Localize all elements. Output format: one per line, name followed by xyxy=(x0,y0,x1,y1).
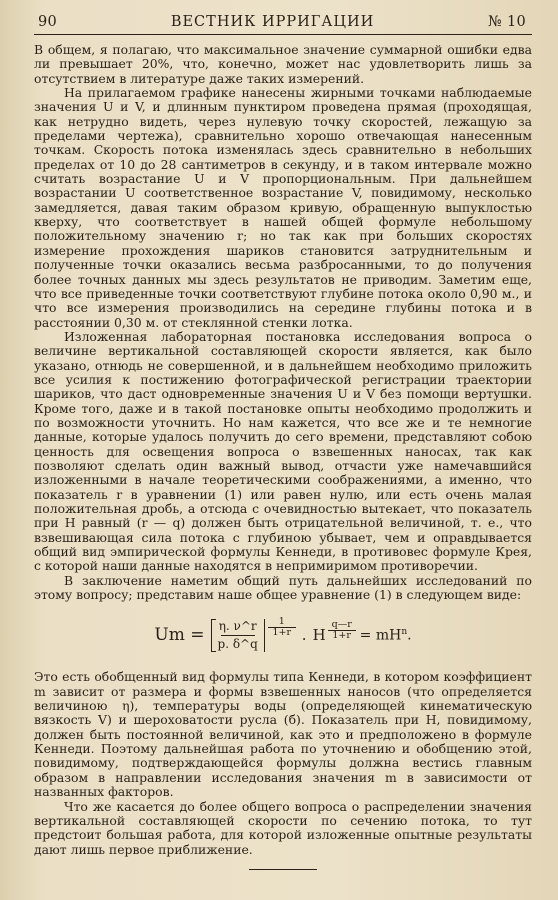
h-term xyxy=(312,619,360,645)
bracket-denominator: p. δ^q xyxy=(217,636,258,651)
header-rule xyxy=(34,34,532,35)
paragraph-3: Изложенная лабораторная постановка исследования вопроса о величине вертикальной составляющей скорости является, как было указано, отнюдь не совершенной, и в дальнейшем необходимо приложить все усилия к постижению фотографической регистрации траектории шариков, что даст одновременные значения U и V без помощи вертушки. Кроме того, даже и в такой постановке опыты необходимо продолжить и по возможности уточнить. Но нам кажется, что все же и те немногие данные, которые удалось получить до сего времени, представляют собою ценность для освещения вопроса о взвешенных наносах, так как позволяют сделать один важный вывод, отчасти уже намечавшийся изложенными в начале теоретическими соображениями, а именно, что показатель r в уравнении (1) или равен нулю, или есть очень малая положительная дробь, а отсюда с очевидностью вытекает, что показатель при H равный (r — q) должен быть отрицательной величиной, т. е., что взвешивающая сила потока с глубиною убывает, чем и оправдывается общий вид эмпирической формулы Кеннеди, в противовес формуле Крея, с которой наши данные находятся в непримиримом противоречии. xyxy=(34,328,532,574)
formula-end: . xyxy=(407,627,412,644)
h-base: H xyxy=(312,626,326,645)
formula-bracket xyxy=(211,619,265,652)
rhs-exponent: n xyxy=(401,627,408,638)
journal-title: ВЕСТНИК ИРРИГАЦИИ xyxy=(170,14,375,30)
end-rule xyxy=(249,869,317,871)
page-number: 90 xyxy=(38,14,58,30)
formula-dot: . xyxy=(301,626,307,645)
outer-exponent xyxy=(268,617,296,638)
fraction-bar xyxy=(221,635,255,636)
paragraph-1: В общем, я полагаю, что максимальное значение суммарной ошибки едва ли превышает 20%, что, конечно, может нас удовлетворить лишь за отсутствием в литературе даже таких измерений. xyxy=(34,42,532,86)
h-exp-denominator: 1+r xyxy=(332,630,351,642)
paragraph-4: В заключение наметим общий путь дальнейших исследований по этому вопросу; представим наше общее уравнение (1) в следующем виде: xyxy=(34,572,532,603)
paragraph-2: На прилагаемом графике нанесены жирными точками наблюдаемые значения U и V, и длинным пунктиром проведена прямая (проходящая, как нетрудно видеть, через нулевую точку скоростей, лежащую за пределами чертежа), сравнительно хорошо отвечающая нанесенным точкам. Скорость потока изменялась здесь сравнительно в небольших пределах от 10 до 28 сантиметров в секунду, и в таком интервале можно считать возрастание U и V пропорциональным. При дальнейшем возрастании U соответственное возрастание V, повидимому, несколько замедляется, давая таким образом кривую, обращенную выпуклостью кверху, что соответствует в нашей общей формуле небольшому положительному значению r; но так как при больших скоростях измерение прохождения шариков становится затруднительным и полученные точки оказались весьма разбросанными, то до получения более точных данных мы здесь результатов не приводим. Заметим еще, что все приведенные точки соответствуют глубине потока около 0,90 м., и что все измерения производились на середине глубины потока и в расстоянии 0,30 м. от стеклянной стенки лотка. xyxy=(34,85,532,330)
formula-lhs: Um = xyxy=(154,625,205,646)
rhs-base: = mH xyxy=(359,627,402,644)
outer-exp-denominator: 1+r xyxy=(272,626,292,638)
article-body xyxy=(34,43,532,857)
bracket-numerator: η. ν^r xyxy=(218,618,257,633)
formula-rhs xyxy=(360,627,412,644)
page-header xyxy=(34,14,532,34)
outer-exp-numerator: 1 xyxy=(278,615,285,627)
paragraph-5: Это есть обобщенный вид формулы типа Кеннеди, в котором коэффициент m зависит от размера и формы взвешенных наносов (что определяется величиною η), температуры воды (определяющей кинематическую вязкость V) и шероховатости русла (б). Показатель при H, повидимому, должен быть постоянной величиной, как это и предположено в формуле Кеннеди. Поэтому дальнейшая работа по уточнению и обобщению этой, повидимому, подтверждающейся формулы должна вестись главным образом в направлении исследования значения m в зависимости от названных факторов. xyxy=(34,669,532,800)
issue-number: № 10 xyxy=(488,14,526,30)
paragraph-6: Что же касается до более общего вопроса о распределении значения вертикальной составляющей скорости по сечению потока, то тут предстоит большая работа, для которой изложенные опытные результаты дают лишь первое приближение. xyxy=(34,798,532,857)
h-exp-numerator: q—r xyxy=(331,619,352,631)
h-exponent xyxy=(328,620,356,641)
formula-block xyxy=(34,608,532,662)
